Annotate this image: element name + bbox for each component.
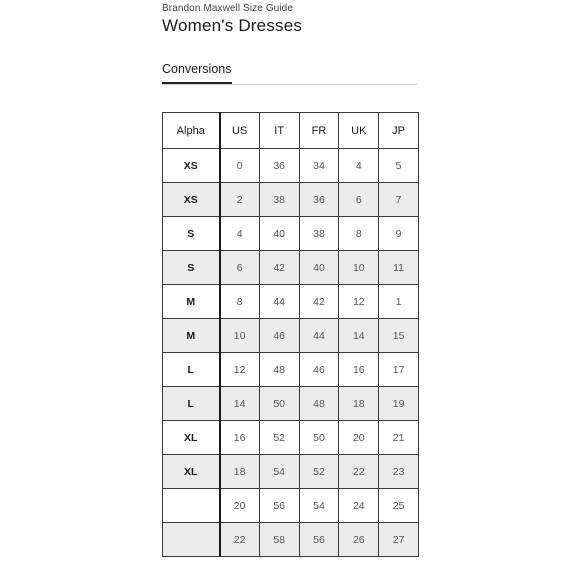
cell-uk: 22 xyxy=(339,455,379,489)
cell-alpha: XL xyxy=(163,455,220,489)
table-row xyxy=(163,421,419,455)
tab-conversions[interactable]: Conversions xyxy=(162,62,232,84)
cell-us: 0 xyxy=(220,149,260,183)
table-row xyxy=(163,523,419,557)
cell-us: 2 xyxy=(220,183,260,217)
cell-fr: 54 xyxy=(299,489,339,523)
cell-it: 56 xyxy=(259,489,299,523)
tab-bar xyxy=(162,62,417,85)
cell-uk: 8 xyxy=(339,217,379,251)
column-header-it: IT xyxy=(259,113,299,149)
table-row xyxy=(163,319,419,353)
cell-uk: 12 xyxy=(339,285,379,319)
cell-it: 46 xyxy=(259,319,299,353)
cell-alpha: L xyxy=(163,353,220,387)
cell-jp: 19 xyxy=(379,387,419,421)
cell-uk: 4 xyxy=(339,149,379,183)
column-header-alpha: Alpha xyxy=(163,113,220,149)
cell-jp: 15 xyxy=(379,319,419,353)
table-row xyxy=(163,149,419,183)
cell-jp: 7 xyxy=(379,183,419,217)
cell-fr: 40 xyxy=(299,251,339,285)
cell-uk: 16 xyxy=(339,353,379,387)
table-row xyxy=(163,455,419,489)
cell-fr: 50 xyxy=(299,421,339,455)
cell-us: 4 xyxy=(220,217,260,251)
cell-alpha: XS xyxy=(163,149,220,183)
cell-jp: 23 xyxy=(379,455,419,489)
table-row xyxy=(163,183,419,217)
cell-us: 16 xyxy=(220,421,260,455)
cell-it: 48 xyxy=(259,353,299,387)
cell-fr: 42 xyxy=(299,285,339,319)
cell-uk: 18 xyxy=(339,387,379,421)
cell-it: 58 xyxy=(259,523,299,557)
column-header-jp: JP xyxy=(379,113,419,149)
cell-uk: 20 xyxy=(339,421,379,455)
cell-fr: 44 xyxy=(299,319,339,353)
column-header-uk: UK xyxy=(339,113,379,149)
cell-us: 8 xyxy=(220,285,260,319)
cell-jp: 1 xyxy=(379,285,419,319)
cell-alpha: M xyxy=(163,319,220,353)
cell-jp: 25 xyxy=(379,489,419,523)
cell-alpha: L xyxy=(163,387,220,421)
cell-uk: 24 xyxy=(339,489,379,523)
cell-fr: 46 xyxy=(299,353,339,387)
cell-fr: 48 xyxy=(299,387,339,421)
table-row xyxy=(163,353,419,387)
cell-jp: 5 xyxy=(379,149,419,183)
table-row xyxy=(163,489,419,523)
cell-us: 22 xyxy=(220,523,260,557)
cell-alpha: M xyxy=(163,285,220,319)
cell-alpha xyxy=(163,523,220,557)
size-conversion-table xyxy=(162,112,419,557)
cell-uk: 26 xyxy=(339,523,379,557)
page-title: Women's Dresses xyxy=(162,16,303,35)
cell-fr: 52 xyxy=(299,455,339,489)
table-row xyxy=(163,217,419,251)
cell-us: 10 xyxy=(220,319,260,353)
cell-jp: 21 xyxy=(379,421,419,455)
cell-uk: 6 xyxy=(339,183,379,217)
cell-fr: 34 xyxy=(299,149,339,183)
cell-it: 52 xyxy=(259,421,299,455)
cell-us: 6 xyxy=(220,251,260,285)
cell-alpha: XL xyxy=(163,421,220,455)
cell-it: 54 xyxy=(259,455,299,489)
cell-jp: 9 xyxy=(379,217,419,251)
column-header-us: US xyxy=(220,113,260,149)
table-row xyxy=(163,285,419,319)
table-row xyxy=(163,251,419,285)
cell-alpha: XS xyxy=(163,183,220,217)
cell-us: 18 xyxy=(220,455,260,489)
cell-jp: 27 xyxy=(379,523,419,557)
cell-it: 42 xyxy=(259,251,299,285)
column-header-fr: FR xyxy=(299,113,339,149)
brand-subtitle: Brandon Maxwell Size Guide xyxy=(162,3,293,14)
cell-it: 44 xyxy=(259,285,299,319)
cell-alpha: S xyxy=(163,251,220,285)
cell-it: 38 xyxy=(259,183,299,217)
cell-it: 40 xyxy=(259,217,299,251)
cell-alpha: S xyxy=(163,217,220,251)
cell-us: 14 xyxy=(220,387,260,421)
cell-it: 36 xyxy=(259,149,299,183)
cell-jp: 11 xyxy=(379,251,419,285)
cell-fr: 38 xyxy=(299,217,339,251)
cell-us: 20 xyxy=(220,489,260,523)
cell-us: 12 xyxy=(220,353,260,387)
cell-uk: 14 xyxy=(339,319,379,353)
cell-fr: 36 xyxy=(299,183,339,217)
table-row xyxy=(163,387,419,421)
cell-it: 50 xyxy=(259,387,299,421)
cell-uk: 10 xyxy=(339,251,379,285)
cell-fr: 56 xyxy=(299,523,339,557)
cell-alpha xyxy=(163,489,220,523)
cell-jp: 17 xyxy=(379,353,419,387)
table-header-row xyxy=(163,113,419,149)
